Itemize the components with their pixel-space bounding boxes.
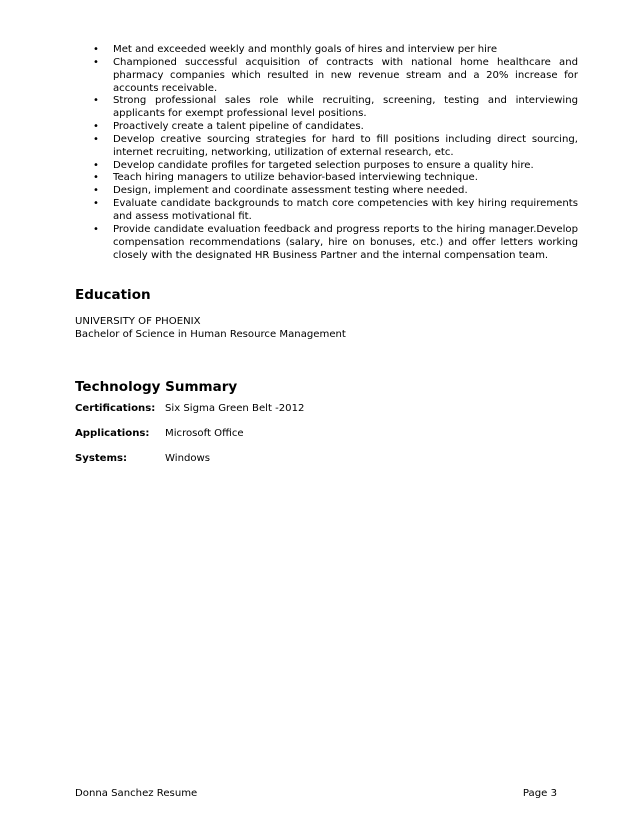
experience-bullet-list (93, 44, 578, 262)
bullet-text: Championed successful acquisition of contracts with national home healthcare and pharmacy companies which resulted in new revenue stream and a 20% increase for accounts receivable. (113, 56, 578, 94)
tech-label: Systems: (75, 453, 128, 464)
bullet-dot: • (93, 185, 99, 197)
tech-row-applications (75, 428, 244, 439)
technology-summary-heading: Technology Summary (75, 379, 238, 395)
tech-row-certifications (75, 403, 304, 414)
bullet-item (93, 185, 578, 198)
bullet-dot: • (93, 133, 99, 145)
bullet-text: Design, implement and coordinate assessment testing where needed. (113, 185, 468, 197)
education-block (75, 315, 346, 341)
bullet-text: Develop creative sourcing strategies for hard to fill positions including direct sourcing, internet recruiting, networking, utilization of external research, etc. (113, 133, 578, 158)
bullet-item (93, 224, 578, 263)
tech-value: Six Sigma Green Belt -2012 (165, 403, 305, 414)
bullet-dot: • (93, 121, 99, 133)
bullet-dot: • (93, 44, 99, 55)
bullet-item (93, 172, 578, 185)
bullet-item (93, 57, 578, 96)
bullet-text: Strong professional sales role while recruiting, screening, testing and interviewing applicants for exempt professional level positions. (113, 95, 578, 120)
bullet-text: Proactively create a talent pipeline of candidates. (113, 121, 364, 133)
bullet-text: Evaluate candidate backgrounds to match core competencies with key hiring requirements and assess motivational fit. (113, 198, 578, 222)
education-degree: Bachelor of Science in Human Resource Management (75, 329, 346, 340)
bullet-dot: • (93, 159, 99, 171)
footer-page-number: Page 3 (522, 788, 557, 799)
bullet-text: Met and exceeded weekly and monthly goals of hires and interview per hire (113, 44, 498, 55)
bullet-item (93, 44, 578, 57)
bullet-text: Develop candidate profiles for targeted selection purposes to ensure a quality hire. (113, 159, 534, 171)
bullet-item (93, 198, 578, 224)
bullet-dot: • (93, 198, 99, 210)
education-school: UNIVERSITY OF PHOENIX (75, 316, 201, 327)
footer-document-name: Donna Sanchez Resume (75, 788, 198, 799)
tech-value: Microsoft Office (165, 428, 244, 439)
bullet-text: Teach hiring managers to utilize behavior-based interviewing technique. (113, 172, 478, 184)
tech-label: Certifications: (75, 403, 156, 414)
tech-label: Applications: (75, 428, 150, 439)
bullet-dot: • (93, 56, 99, 68)
bullet-text: Provide candidate evaluation feedback and progress reports to the hiring manager.Develop compensation recommendations (salary, hire on bonuses, etc.) and offer letters working closely with the designated HR Business Partner and the internal compensation team. (113, 223, 578, 261)
bullet-item (93, 95, 578, 121)
education-heading: Education (75, 287, 151, 303)
bullet-item (93, 160, 578, 173)
tech-value: Windows (165, 453, 211, 464)
bullet-item (93, 121, 578, 134)
bullet-dot: • (93, 95, 99, 107)
bullet-dot: • (93, 172, 99, 184)
bullet-item (93, 134, 578, 160)
tech-row-systems (75, 453, 210, 464)
bullet-dot: • (93, 223, 99, 235)
page-footer (75, 788, 557, 799)
